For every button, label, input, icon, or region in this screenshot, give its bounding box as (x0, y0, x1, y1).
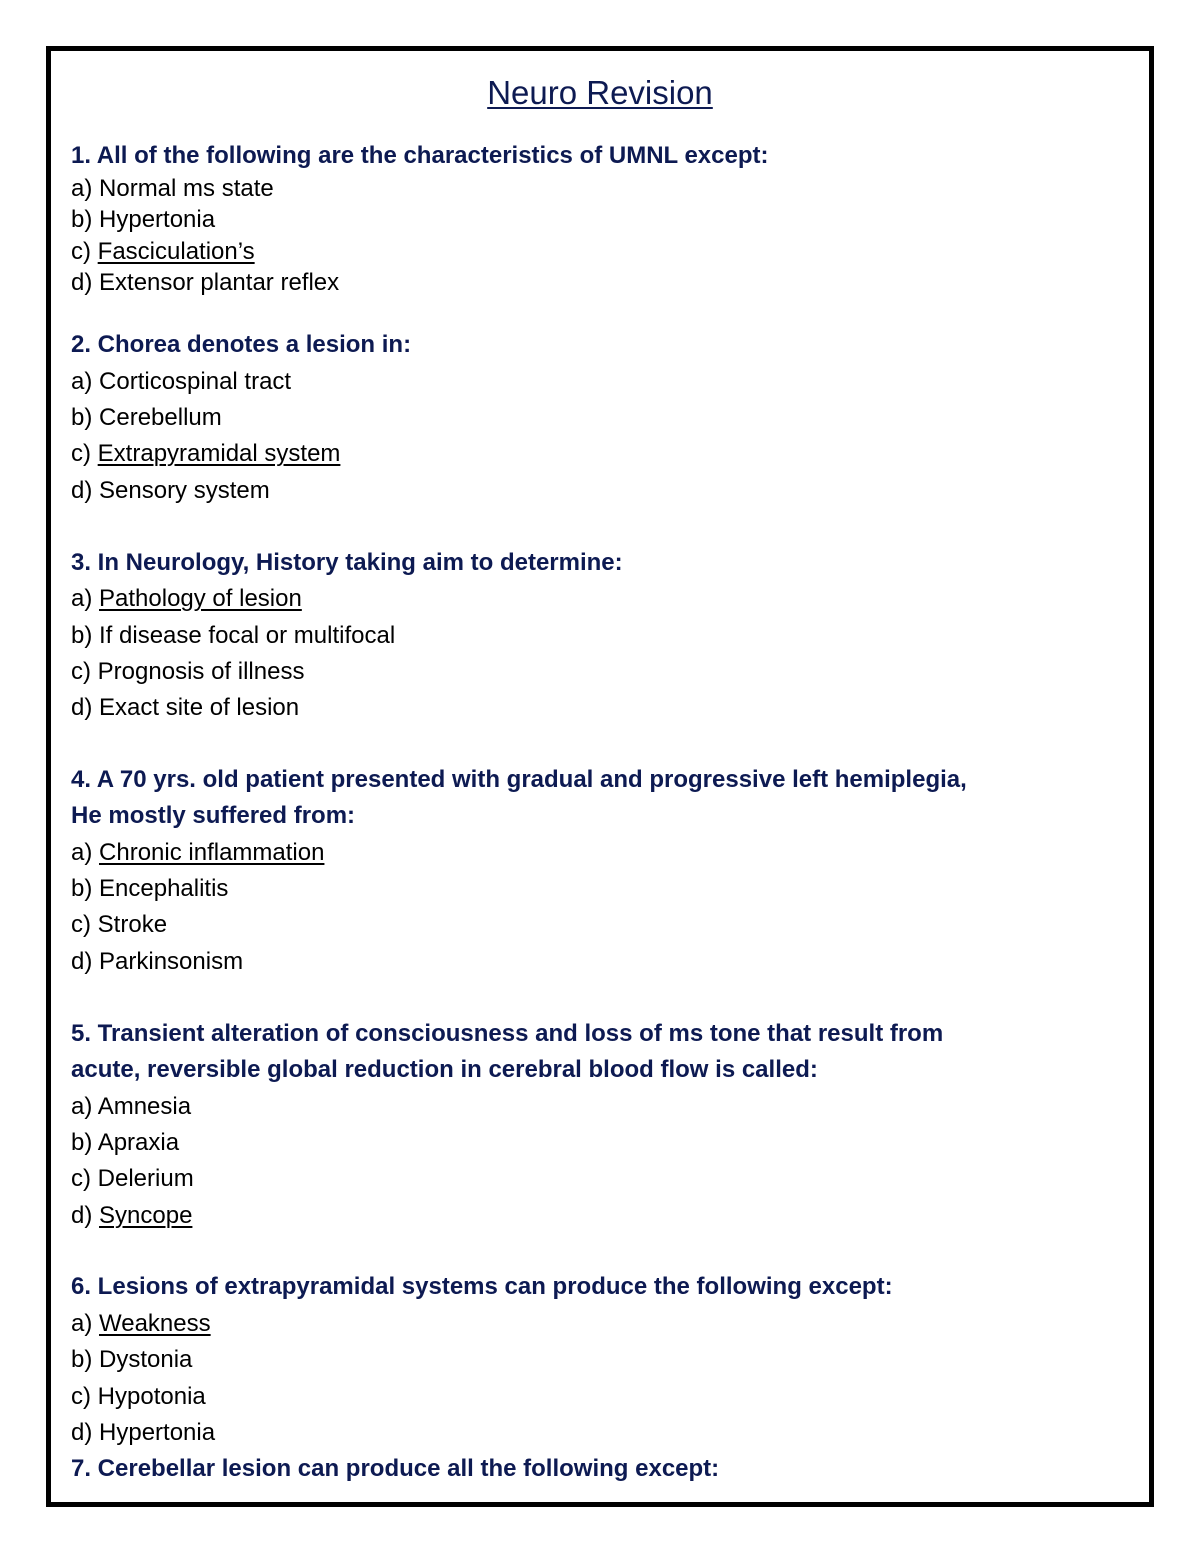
question-1-option-d: d) Extensor plantar reflex (71, 269, 340, 296)
correct-answer: Weakness (99, 1310, 211, 1337)
question-1-option-b: b) Hypertonia (71, 206, 216, 233)
question-6-option-d: d) Hypertonia (71, 1419, 216, 1446)
question-4-line-2: He mostly suffered from: (71, 802, 356, 829)
question-2: 2. Chorea denotes a lesion in: (71, 331, 412, 358)
question-5-line-2: acute, reversible global reduction in cerebral blood flow is called: (71, 1056, 818, 1083)
question-5-option-b: b) Apraxia (71, 1129, 180, 1156)
question-2-option-b: b) Cerebellum (71, 404, 222, 431)
correct-answer: Fasciculation’s (97, 238, 255, 265)
correct-answer: Extrapyramidal system (97, 440, 341, 467)
question-5-option-d: d) Syncope (71, 1202, 193, 1229)
question-5-option-a: a) Amnesia (71, 1093, 192, 1120)
question-4-option-a: a) Chronic inflammation (71, 839, 325, 866)
question-1-option-a: a) Normal ms state (71, 175, 274, 202)
question-6: 6. Lesions of extrapyramidal systems can produce the following except: (71, 1273, 893, 1300)
question-2-option-a: a) Corticospinal tract (71, 368, 292, 395)
correct-answer: Chronic inflammation (99, 839, 325, 866)
question-6-option-c: c) Hypotonia (71, 1383, 206, 1410)
question-3-option-d: d) Exact site of lesion (71, 694, 300, 721)
document-page (46, 46, 1154, 1507)
question-6-option-b: b) Dystonia (71, 1346, 193, 1373)
question-4-line-1: 4. A 70 yrs. old patient presented with gradual and progressive left hemiplegia, (71, 766, 967, 793)
question-3-option-c: c) Prognosis of illness (71, 658, 305, 685)
question-1-option-c: c) Fasciculation’s (71, 238, 255, 265)
question-4-option-c: c) Stroke (71, 911, 168, 938)
correct-answer: Pathology of lesion (99, 585, 302, 612)
question-5-line-1: 5. Transient alteration of consciousness and loss of ms tone that result from (71, 1020, 944, 1047)
page-title: Neuro Revision (487, 74, 713, 111)
question-4-option-d: d) Parkinsonism (71, 948, 244, 975)
question-2-option-c: c) Extrapyramidal system (71, 440, 341, 467)
correct-answer: Syncope (99, 1202, 193, 1229)
question-5-option-c: c) Delerium (71, 1165, 194, 1192)
question-1: 1. All of the following are the characteristics of UMNL except: (71, 142, 769, 169)
question-3-option-b: b) If disease focal or multifocal (71, 622, 396, 649)
question-3: 3. In Neurology, History taking aim to determine: (71, 549, 623, 576)
question-4-option-b: b) Encephalitis (71, 875, 229, 902)
question-2-option-d: d) Sensory system (71, 477, 270, 504)
question-3-option-a: a) Pathology of lesion (71, 585, 302, 612)
question-7: 7. Cerebellar lesion can produce all the following except: (71, 1455, 720, 1482)
question-6-option-a: a) Weakness (71, 1310, 211, 1337)
